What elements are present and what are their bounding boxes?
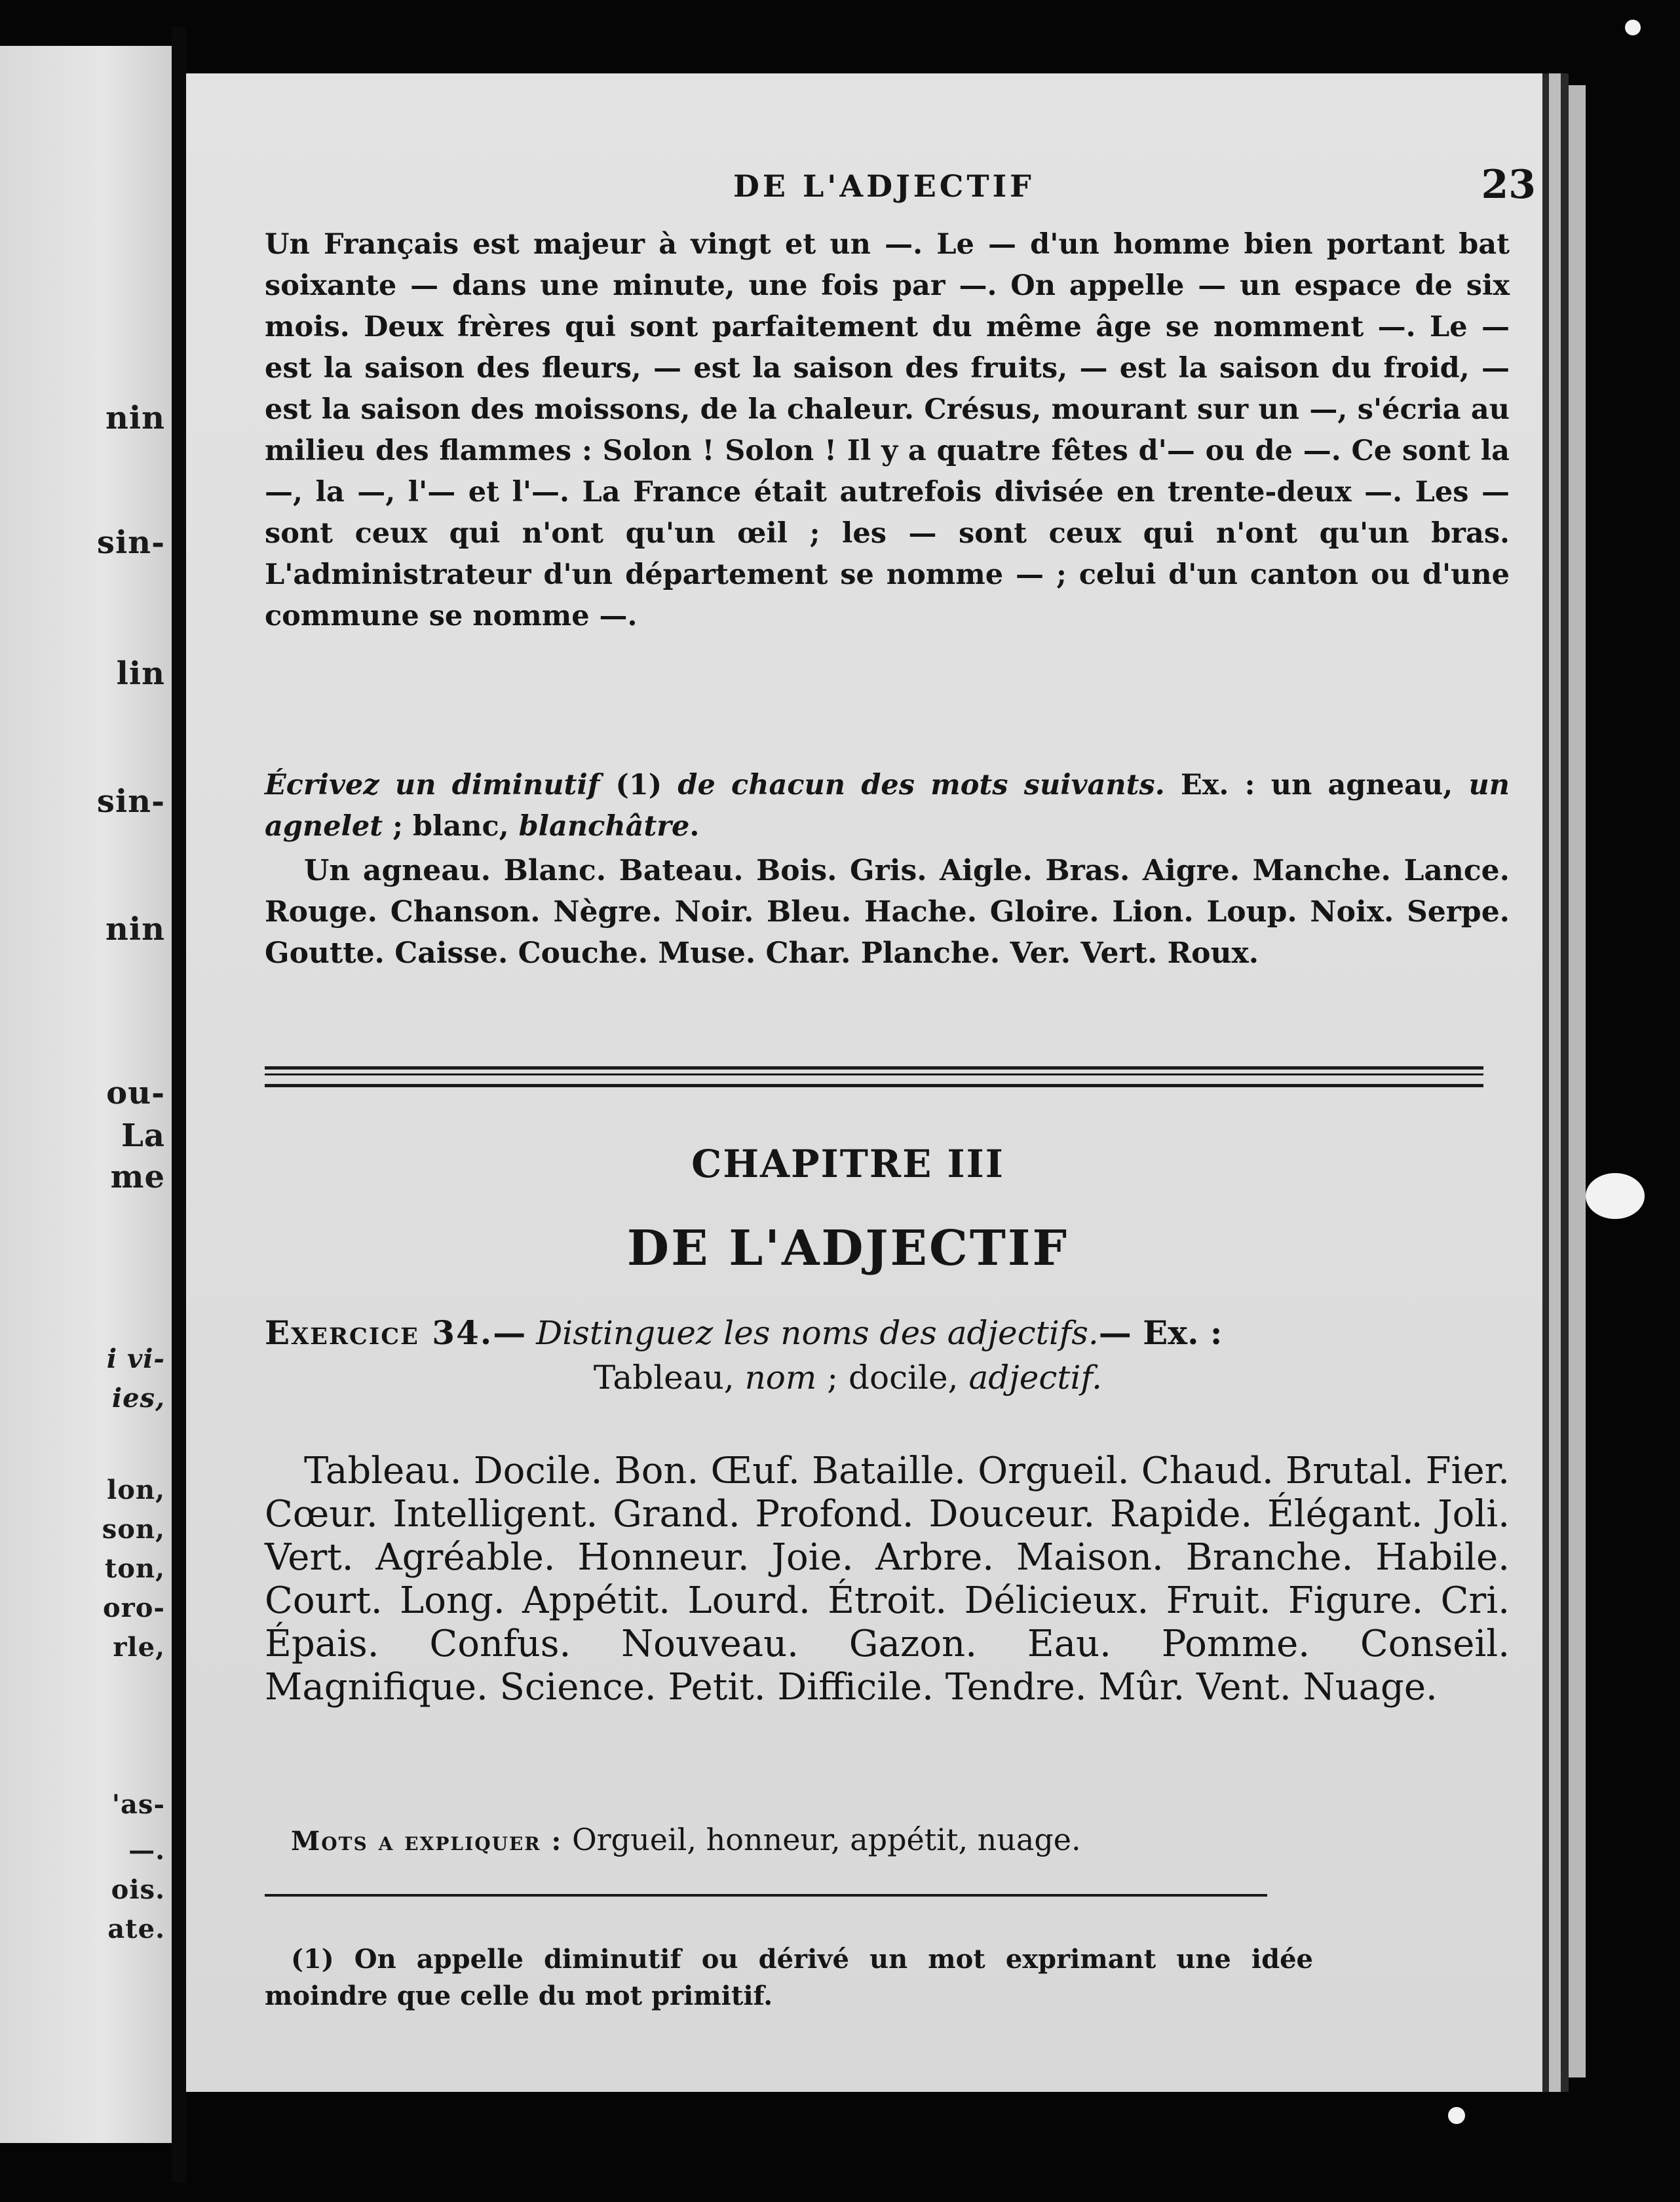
- example-label: — Ex. :: [1098, 1313, 1223, 1352]
- example-word: blanchâtre: [518, 810, 690, 843]
- exercise-heading: [265, 1311, 1510, 1400]
- left-fragment: sin-: [96, 524, 165, 561]
- example-sep: ; blanc,: [392, 810, 509, 843]
- left-fragment: oro-: [102, 1593, 165, 1623]
- left-page: [0, 46, 172, 2143]
- book-page: [186, 73, 1549, 2092]
- page-number: 23: [1481, 162, 1536, 208]
- exercise-instruction: Distinguez les noms des adjectifs.: [536, 1314, 1099, 1352]
- exercise-text: Un Français est majeur à vingt et un —. Le — d'un homme bien portant bat soixante — dans une minute, une fois par —. On appelle — un espace de six mois. Deux frères qui sont parfaitement du même âge se nomment —. Le — est la saison des fleurs, — est la saison des fruits, — est la saison du froid, — est la saison des moissons, de la chaleur. Crésus, mourant sur un —, s'écria au milieu des flammes : Solon ! Solon ! Il y a quatre fêtes d'— ou de —. Ce sont la —, la —, l'— et l'—. La France était autrefois divisée en trente-deux —. Les — sont ceux qui n'ont qu'un œil ; les — sont ceux qui n'ont qu'un bras. L'administrateur d'un département se nomme — ; celui d'un canton ou d'une commune se nomme —.: [265, 228, 1510, 632]
- words-to-explain-list: Orgueil, honneur, appétit, nuage.: [571, 1822, 1081, 1857]
- left-fragment: 'as-: [111, 1789, 165, 1820]
- left-fragment: rle,: [113, 1632, 165, 1663]
- example-word: Tableau,: [593, 1359, 735, 1397]
- example-type: nom: [744, 1359, 817, 1397]
- left-fragment: lon,: [107, 1475, 165, 1505]
- left-fragment: —.: [128, 1835, 165, 1866]
- word-list: Un agneau. Blanc. Bateau. Bois. Gris. Aigle. Bras. Aigre. Manche. Lance. Rouge. Chanson. Nègre. Noir. Bleu. Hache. Gloire. Lion. Loup. Noix. Serpe. Goutte. Caisse. Couche. Muse. Char. Planche. Ver. Vert. Roux.: [265, 854, 1510, 970]
- left-fragment: ies,: [111, 1383, 165, 1414]
- running-head: [265, 162, 1536, 214]
- left-fragment: ois.: [111, 1874, 165, 1905]
- footnote: (1) On appelle diminutif ou dérivé un mot exprimant une idée moindre que celle du mot primitif.: [265, 1944, 1313, 2011]
- chapter-title: DE L'ADJECTIF: [626, 1220, 1069, 1277]
- paper-speck: [1448, 2107, 1465, 2124]
- page-edge: [1546, 85, 1586, 2077]
- book-gutter: [172, 26, 186, 2182]
- left-fragment: lin: [116, 655, 165, 692]
- footnote-rule: [265, 1894, 1267, 1897]
- section-rule: [265, 1066, 1483, 1087]
- example-sep: ; docile,: [827, 1359, 959, 1397]
- example-word: un agnelet: [265, 769, 1510, 843]
- left-fragment: son,: [102, 1514, 165, 1545]
- exercise-label: Exercice 34.: [265, 1313, 493, 1352]
- exercise-dash: —: [493, 1313, 526, 1352]
- footnote-ref: (1): [615, 769, 662, 802]
- example-lead: Ex. : un agneau,: [1180, 769, 1453, 802]
- instruction-italic: Écrivez un diminutif: [265, 769, 600, 802]
- exercise-instruction: [265, 765, 1510, 847]
- word-list: Tableau. Docile. Bon. Œuf. Bataille. Orgueil. Chaud. Brutal. Fier. Cœur. Intelligent. Grand. Profond. Douceur. Rapide. Élégant. Joli. Vert. Agréable. Honneur. Joie. Arbre. Maison. Branche. Habile. Court. Long. Appétit. Lourd. Étroit. Délicieux. Fruit. Figure. Cri. Épais. Confus. Nouveau. Gazon. Eau. Pomme. Conseil. Magnifique. Science. Petit. Difficile. Tendre. Mûr. Vent. Nuage.: [265, 1450, 1510, 1709]
- left-fragment: ou-: [106, 1075, 165, 1111]
- example-end: .: [689, 810, 700, 843]
- left-fragment: sin-: [96, 783, 165, 820]
- left-fragment: i vi-: [106, 1343, 165, 1374]
- running-title: DE L'ADJECTIF: [733, 168, 1035, 204]
- words-to-explain-label: Mots a expliquer :: [291, 1826, 563, 1857]
- example-type: adjectif.: [968, 1359, 1103, 1397]
- left-fragment: ate.: [107, 1914, 165, 1944]
- paper-speck: [1625, 20, 1641, 35]
- left-fragment: me: [110, 1159, 165, 1195]
- words-to-explain: [291, 1820, 1536, 1861]
- paper-speck: [1586, 1173, 1645, 1219]
- left-fragment: nin: [105, 911, 165, 948]
- chapter-label: CHAPITRE III: [691, 1142, 1004, 1186]
- left-fragment: La: [121, 1117, 165, 1154]
- left-fragment: ton,: [104, 1553, 165, 1584]
- instruction-italic: de chacun des mots suivants.: [678, 769, 1165, 802]
- exercise-example-line: [265, 1355, 1510, 1400]
- left-fragment: nin: [105, 400, 165, 436]
